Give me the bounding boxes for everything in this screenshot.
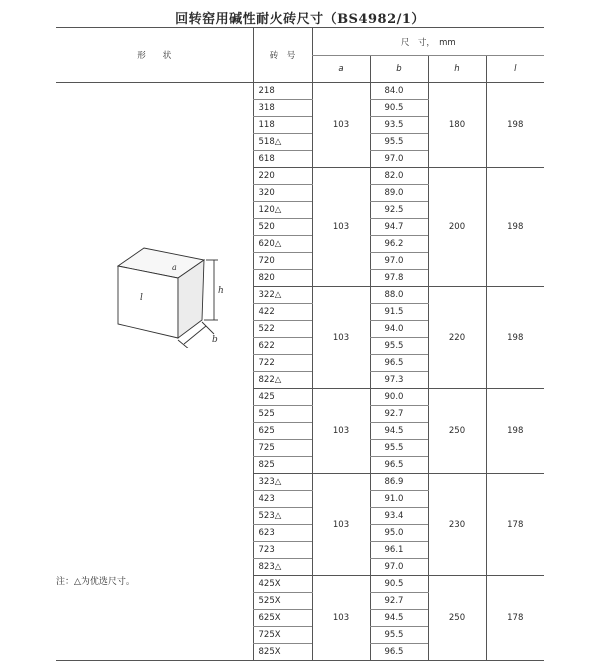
- dim-a: 103: [312, 576, 370, 661]
- footnote: 注：△为优选尺寸。: [56, 577, 135, 587]
- brick-code: 625X: [253, 610, 312, 627]
- dim-b: 93.5: [370, 117, 428, 134]
- header-l: l: [486, 56, 544, 83]
- dim-a: 103: [312, 168, 370, 287]
- dim-b: 95.0: [370, 525, 428, 542]
- dim-b: 91.0: [370, 491, 428, 508]
- dim-l: 198: [486, 168, 544, 287]
- dim-b: 96.5: [370, 457, 428, 474]
- brick-code: 320: [253, 185, 312, 202]
- dim-l: 198: [486, 83, 544, 168]
- dim-b: 90.5: [370, 100, 428, 117]
- dim-b: 94.5: [370, 610, 428, 627]
- label-h: h: [218, 286, 224, 296]
- brick-code: 825: [253, 457, 312, 474]
- brick-code: 120△: [253, 202, 312, 219]
- brick-code: 518△: [253, 134, 312, 151]
- brick-code: 625: [253, 423, 312, 440]
- dim-b: 89.0: [370, 185, 428, 202]
- dim-h: 180: [428, 83, 486, 168]
- brick-code: 218: [253, 83, 312, 100]
- dim-b: 84.0: [370, 83, 428, 100]
- dim-a: 103: [312, 83, 370, 168]
- brick-code: 423: [253, 491, 312, 508]
- dim-b: 95.5: [370, 440, 428, 457]
- brick-code: 425: [253, 389, 312, 406]
- header-code: 砖 号: [253, 28, 312, 83]
- dim-h: 250: [428, 389, 486, 474]
- dim-b: 94.0: [370, 321, 428, 338]
- header-shape: 形 状: [56, 28, 253, 83]
- brick-code: 525: [253, 406, 312, 423]
- brick-code: 525X: [253, 593, 312, 610]
- brick-code: 220: [253, 168, 312, 185]
- dim-l: 178: [486, 576, 544, 661]
- dim-h: 220: [428, 287, 486, 389]
- dim-b: 90.0: [370, 389, 428, 406]
- dim-h: 200: [428, 168, 486, 287]
- brick-code: 620△: [253, 236, 312, 253]
- dim-b: 95.5: [370, 627, 428, 644]
- header-dimensions: 尺 寸， mm: [312, 28, 544, 56]
- dim-b: 94.7: [370, 219, 428, 236]
- dim-b: 86.9: [370, 474, 428, 491]
- dim-b: 88.0: [370, 287, 428, 304]
- dim-b: 97.0: [370, 151, 428, 168]
- dim-b: 92.7: [370, 593, 428, 610]
- brick-code: 825X: [253, 644, 312, 661]
- dim-a: 103: [312, 389, 370, 474]
- table-row: [56, 83, 544, 100]
- brick-code: 622: [253, 338, 312, 355]
- dim-l: 198: [486, 389, 544, 474]
- dim-b: 92.7: [370, 406, 428, 423]
- dim-a: 103: [312, 474, 370, 576]
- dim-b: 95.5: [370, 338, 428, 355]
- dim-b: 82.0: [370, 168, 428, 185]
- brick-code: 623: [253, 525, 312, 542]
- brick-code: 422: [253, 304, 312, 321]
- brick-code: 823△: [253, 559, 312, 576]
- label-l: l: [140, 293, 143, 303]
- dim-h: 230: [428, 474, 486, 576]
- brick-code: 820: [253, 270, 312, 287]
- dim-l: 178: [486, 474, 544, 576]
- dim-b: 97.3: [370, 372, 428, 389]
- brick-code: 322△: [253, 287, 312, 304]
- brick-code: 522: [253, 321, 312, 338]
- header-a: a: [312, 56, 370, 83]
- brick-code: 725: [253, 440, 312, 457]
- dim-b: 96.5: [370, 355, 428, 372]
- brick-code: 425X: [253, 576, 312, 593]
- brick-code: 323△: [253, 474, 312, 491]
- header-b: b: [370, 56, 428, 83]
- dim-b: 97.8: [370, 270, 428, 287]
- page-title: 回转窑用碱性耐火砖尺寸（BS4982/1）: [175, 12, 425, 27]
- brick-code: 318: [253, 100, 312, 117]
- dim-b: 96.2: [370, 236, 428, 253]
- dim-h: 250: [428, 576, 486, 661]
- brick-diagram: [110, 238, 240, 348]
- dim-b: 97.0: [370, 559, 428, 576]
- brick-code: 618: [253, 151, 312, 168]
- dim-b: 97.0: [370, 253, 428, 270]
- dim-l: 198: [486, 287, 544, 389]
- brick-code: 722: [253, 355, 312, 372]
- brick-code: 720: [253, 253, 312, 270]
- brick-code: 523△: [253, 508, 312, 525]
- brick-code: 725X: [253, 627, 312, 644]
- label-b: b: [212, 335, 218, 345]
- brick-code: 118: [253, 117, 312, 134]
- dim-b: 94.5: [370, 423, 428, 440]
- dim-a: 103: [312, 287, 370, 389]
- dim-b: 90.5: [370, 576, 428, 593]
- dim-b: 92.5: [370, 202, 428, 219]
- dim-b: 95.5: [370, 134, 428, 151]
- dim-b: 96.5: [370, 644, 428, 661]
- brick-code: 520: [253, 219, 312, 236]
- brick-code: 822△: [253, 372, 312, 389]
- brick-code: 723: [253, 542, 312, 559]
- dim-b: 96.1: [370, 542, 428, 559]
- label-a: a: [172, 263, 177, 272]
- header-h: h: [428, 56, 486, 83]
- dim-b: 91.5: [370, 304, 428, 321]
- dim-b: 93.4: [370, 508, 428, 525]
